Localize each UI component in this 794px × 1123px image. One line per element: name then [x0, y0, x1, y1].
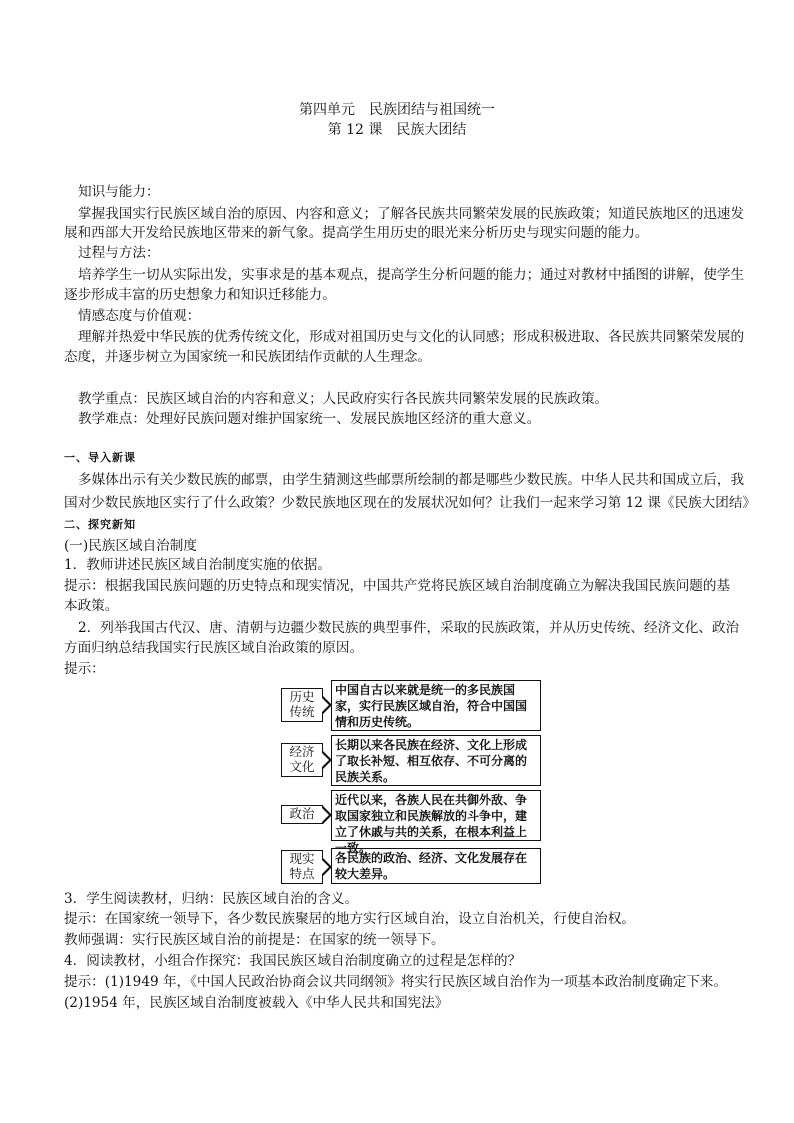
emotion-text-1: 理解并热爱中华民族的优秀传统文化，形成对祖国历史与文化的认同感；形成积极进取、各民族共同繁荣发展的 [78, 329, 745, 345]
answer-4-line-1: 提示：(1)1949 年，《中国人民政治协商会议共同纲领》将实行民族区域自治作为一项基本政治制度确定下来。 [64, 974, 728, 990]
emotion-text-2: 态度，并逐步树立为国家统一和民族团结作贡献的人生理念。 [64, 349, 432, 365]
answer-4-line-2: (2)1954 年，民族区域自治制度被载入《中华人民共和国宪法》 [64, 995, 449, 1011]
key-point: 教学重点：民族区域自治的内容和意义；人民政府实行各民族共同繁荣发展的民族政策。 [78, 391, 609, 407]
question-2-line-1: 2．列举我国古代汉、唐、清朝与边疆少数民族的典型事件，采取的民族政策，并从历史传统、经济文化、政治 [78, 620, 740, 636]
section2-heading: 二、探究新知 [64, 518, 136, 531]
knowledge-heading: 知识与能力： [78, 184, 160, 200]
answer-3: 提示：在国家统一领导下，各少数民族聚居的地方实行区域自治，设立自治机关，行使自治权。 [64, 911, 635, 927]
question-2-line-2: 方面归纳总结我国实行民族区域自治政策的原因。 [64, 640, 364, 656]
hint-label: 提示： [64, 661, 105, 677]
question-4: 4．阅读教材，小组合作探究：我国民族区域自治制度确立的过程是怎样的？ [64, 953, 522, 969]
difficulty: 教学难点：处理好民族问题对维护国家统一、发展民族地区经济的重大意义。 [78, 411, 541, 427]
diagram-tag-reality: 现实 特点 [281, 850, 323, 884]
diagram-box-economy: 长期以来各民族在经济、文化上形成了取长补短、相互依存、不可分离的民族关系。 [331, 735, 541, 786]
diagram-tag-economy: 经济 文化 [281, 743, 323, 777]
section1-text-2: 国对少数民族地区实行了什么政策？少数民族地区现在的发展状况如何？让我们一起来学习第 12 课《民族大团结》 [64, 495, 757, 511]
answer-1-line-1: 提示：根据我国民族问题的历史特点和现实情况，中国共产党将民族区域自治制度确立为解决我国民族问题的基 [64, 578, 731, 594]
diagram-box-politics: 近代以来，各族人民在共御外敌、争取国家独立和民族解放的斗争中，建立了休戚与共的关系，在根本利益上一致。 [331, 790, 541, 841]
diagram-tag-history: 历史 传统 [281, 688, 323, 722]
knowledge-text-2: 展和西部大开发给民族地区带来的新气象。提高学生用历史的眼光来分析历史与现实问题的能力。 [64, 225, 649, 241]
emotion-heading: 情感态度与价值观： [78, 308, 201, 324]
process-text-1: 培养学生一切从实际出发，实事求是的基本观点，提高学生分析问题的能力；通过对教材中插图的讲解，使学生 [78, 267, 745, 283]
subsection-1-title: (一)民族区域自治制度 [64, 538, 197, 554]
diagram-box-history: 中国自古以来就是统一的多民族国家，实行民族区域自治，符合中国国情和历史传统。 [331, 680, 541, 731]
diagram-tag-politics: 政治 [281, 805, 323, 824]
section1-heading: 一、导入新课 [64, 451, 136, 464]
lesson-title: 第 12 课 民族大团结 [327, 122, 467, 138]
unit-title: 第四单元 民族团结与祖国统一 [299, 102, 495, 118]
question-3: 3．学生阅读教材，归纳：民族区域自治的含义。 [64, 891, 359, 907]
teacher-emphasis: 教师强调：实行民族区域自治的前提是：在国家的统一领导下。 [64, 932, 445, 948]
knowledge-text-1: 掌握我国实行民族区域自治的原因、内容和意义；了解各民族共同繁荣发展的民族政策；知道民族地区的迅速发 [78, 206, 745, 222]
section1-text-1: 多媒体出示有关少数民族的邮票，由学生猜测这些邮票所绘制的都是哪些少数民族。中华人民共和国成立后，我 [78, 472, 745, 488]
question-1: 1．教师讲述民族区域自治制度实施的依据。 [64, 557, 331, 573]
answer-1-line-2: 本政策。 [64, 598, 119, 614]
diagram-box-reality: 各民族的政治、经济、文化发展存在较大差异。 [331, 848, 541, 884]
process-heading: 过程与方法： [78, 245, 160, 261]
process-text-2: 逐步形成丰富的历史想象力和知识迁移能力。 [64, 287, 336, 303]
